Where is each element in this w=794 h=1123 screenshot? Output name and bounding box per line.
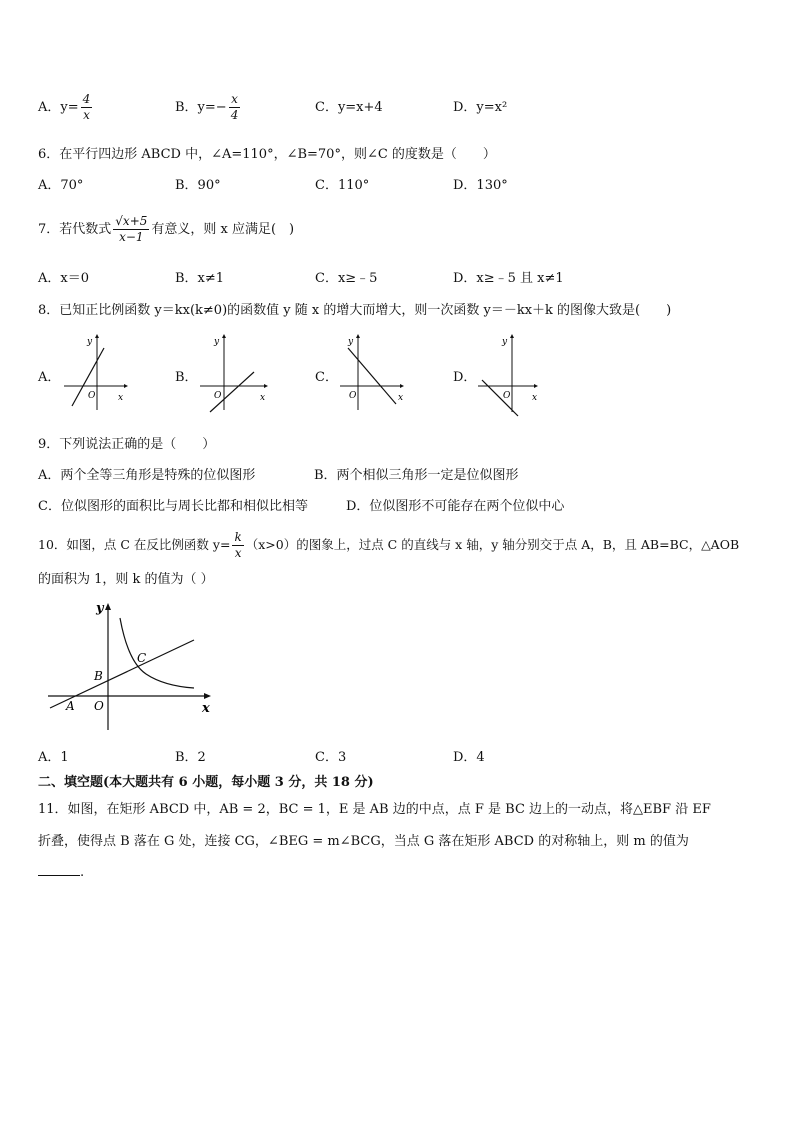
q6-option-d: D．130° <box>453 178 508 193</box>
q5-option-a <box>38 92 94 123</box>
y-axis-label: y <box>87 337 93 347</box>
x-axis-label: x <box>398 393 404 403</box>
q9-option-d: D．位似图形不可能存在两个位似中心 <box>346 499 565 514</box>
x-axis-label: x <box>532 393 538 403</box>
y-axis-arrow-icon <box>510 334 514 338</box>
q5-option-b-fraction <box>229 92 241 123</box>
q7-option-c: C．x≥﹣5 <box>315 271 378 286</box>
q10-fraction <box>232 530 243 561</box>
q8-option-d-label: D． <box>453 370 477 385</box>
q10-denominator: x <box>234 546 242 560</box>
q5-a-numerator: 4 <box>82 92 91 106</box>
q8-graph-c <box>336 334 412 414</box>
q5-option-b <box>175 92 242 123</box>
q10-stem-pre: 10．如图，点 C 在反比例函数 y= <box>38 537 231 552</box>
q7-stem-post: 有意义，则 x 应满足( ) <box>151 222 295 237</box>
q8-graph-d <box>474 334 544 418</box>
q10-option-a: A．1 <box>38 750 69 765</box>
q6-stem: 6．在平行四边形 ABCD 中，∠A=110°，∠B=70°，则∠C 的度数是（ ） <box>38 147 496 162</box>
q8-graph-a <box>60 334 130 414</box>
origin-label: O <box>94 699 104 713</box>
y-axis-arrow-icon <box>95 334 99 338</box>
q5-option-c: C．y=x+4 <box>315 100 383 115</box>
y-axis-arrow-icon <box>356 334 360 338</box>
point-b-label: B <box>94 669 103 683</box>
q9-option-c: C．位似图形的面积比与周长比都和相似比相等 <box>38 499 308 514</box>
q11-line3 <box>38 863 84 882</box>
graph-line <box>482 380 518 416</box>
y-axis-label: y <box>348 337 354 347</box>
y-axis-label: y <box>96 601 104 616</box>
x-axis-arrow-icon <box>400 384 404 388</box>
q7-stem <box>38 214 294 245</box>
origin-label: O <box>214 391 222 401</box>
line-through-c <box>50 640 194 708</box>
q10-figure <box>44 598 219 734</box>
x-axis-arrow-icon <box>264 384 268 388</box>
q6-option-b: B．90° <box>175 178 221 193</box>
q5-option-a-label: A．y= <box>38 100 79 115</box>
q7-fraction <box>113 214 149 245</box>
q10-stem <box>38 530 739 561</box>
answer-blank[interactable] <box>38 863 80 876</box>
q7-option-d: D．x≥﹣5 且 x≠1 <box>453 271 564 286</box>
q9-stem: 9．下列说法正确的是（ ） <box>38 437 216 452</box>
origin-label: O <box>349 391 357 401</box>
q10-stem-line2: 的面积为 1，则 k 的值为（ ） <box>38 572 214 587</box>
q8-stem: 8．已知正比例函数 y＝kx(k≠0)的函数值 y 随 x 的增大而增大，则一次函数 y＝－kx＋k 的图像大致是( ) <box>38 303 672 318</box>
q10-option-d: D．4 <box>453 750 485 765</box>
x-axis-label: x <box>118 393 124 403</box>
q7-option-b: B．x≠1 <box>175 271 225 286</box>
q8-graph-b <box>196 334 272 414</box>
q8-option-b-label: B． <box>175 370 198 385</box>
q7-option-a: A．x＝0 <box>38 271 89 286</box>
x-axis-label: x <box>260 393 266 403</box>
q5-a-denominator: x <box>83 108 90 122</box>
y-axis-arrow-icon <box>105 603 111 610</box>
y-axis-label: y <box>502 337 508 347</box>
q7-stem-pre: 7．若代数式 <box>38 222 112 237</box>
q6-option-c: C．110° <box>315 178 370 193</box>
q5-option-a-fraction <box>81 92 93 123</box>
q5-option-d: D．y=x² <box>453 100 508 115</box>
q9-option-b: B．两个相似三角形一定是位似图形 <box>314 468 519 483</box>
q10-stem-post: （x>0）的图象上，过点 C 的直线与 x 轴，y 轴分别交于点 A，B，且 AB=BC，△AOB <box>245 537 740 552</box>
q11-line2: 折叠，使得点 B 落在 G 处，连接 CG，∠BEG = m∠BCG，当点 G 落在矩形 ABCD 的对称轴上，则 m 的值为 <box>38 834 689 849</box>
q11-period: . <box>80 865 85 880</box>
x-axis-arrow-icon <box>124 384 128 388</box>
y-axis-label: y <box>214 337 220 347</box>
q9-option-a: A．两个全等三角形是特殊的位似图形 <box>38 468 256 483</box>
origin-label: O <box>88 391 96 401</box>
q11-line1: 11．如图，在矩形 ABCD 中，AB = 2，BC = 1，E 是 AB 边的中点，点 F 是 BC 边上的一动点，将△EBF 沿 EF <box>38 802 711 817</box>
origin-label: O <box>503 391 511 401</box>
q10-option-c: C．3 <box>315 750 347 765</box>
x-axis-label: x <box>202 701 210 716</box>
q5-b-denominator: 4 <box>230 108 239 122</box>
section-title: 二、填空题(本大题共有 6 小题，每小题 3 分，共 18 分) <box>38 775 374 790</box>
q5-option-b-label: B．y=− <box>175 100 227 115</box>
y-axis-arrow-icon <box>222 334 226 338</box>
q10-option-b: B．2 <box>175 750 206 765</box>
q8-option-c-label: C． <box>315 370 338 385</box>
q5-b-numerator: x <box>229 92 241 108</box>
q7-denominator: x−1 <box>119 230 144 244</box>
q7-numerator: √x+5 <box>115 214 148 228</box>
q8-option-a-label: A． <box>38 370 61 385</box>
q10-numerator: k <box>234 530 242 544</box>
point-a-label: A <box>66 699 75 713</box>
hyperbola-curve <box>120 618 194 688</box>
x-axis-arrow-icon <box>534 384 538 388</box>
q6-option-a: A．70° <box>38 178 84 193</box>
x-axis-arrow-icon <box>204 693 211 699</box>
point-c-label: C <box>137 651 147 665</box>
